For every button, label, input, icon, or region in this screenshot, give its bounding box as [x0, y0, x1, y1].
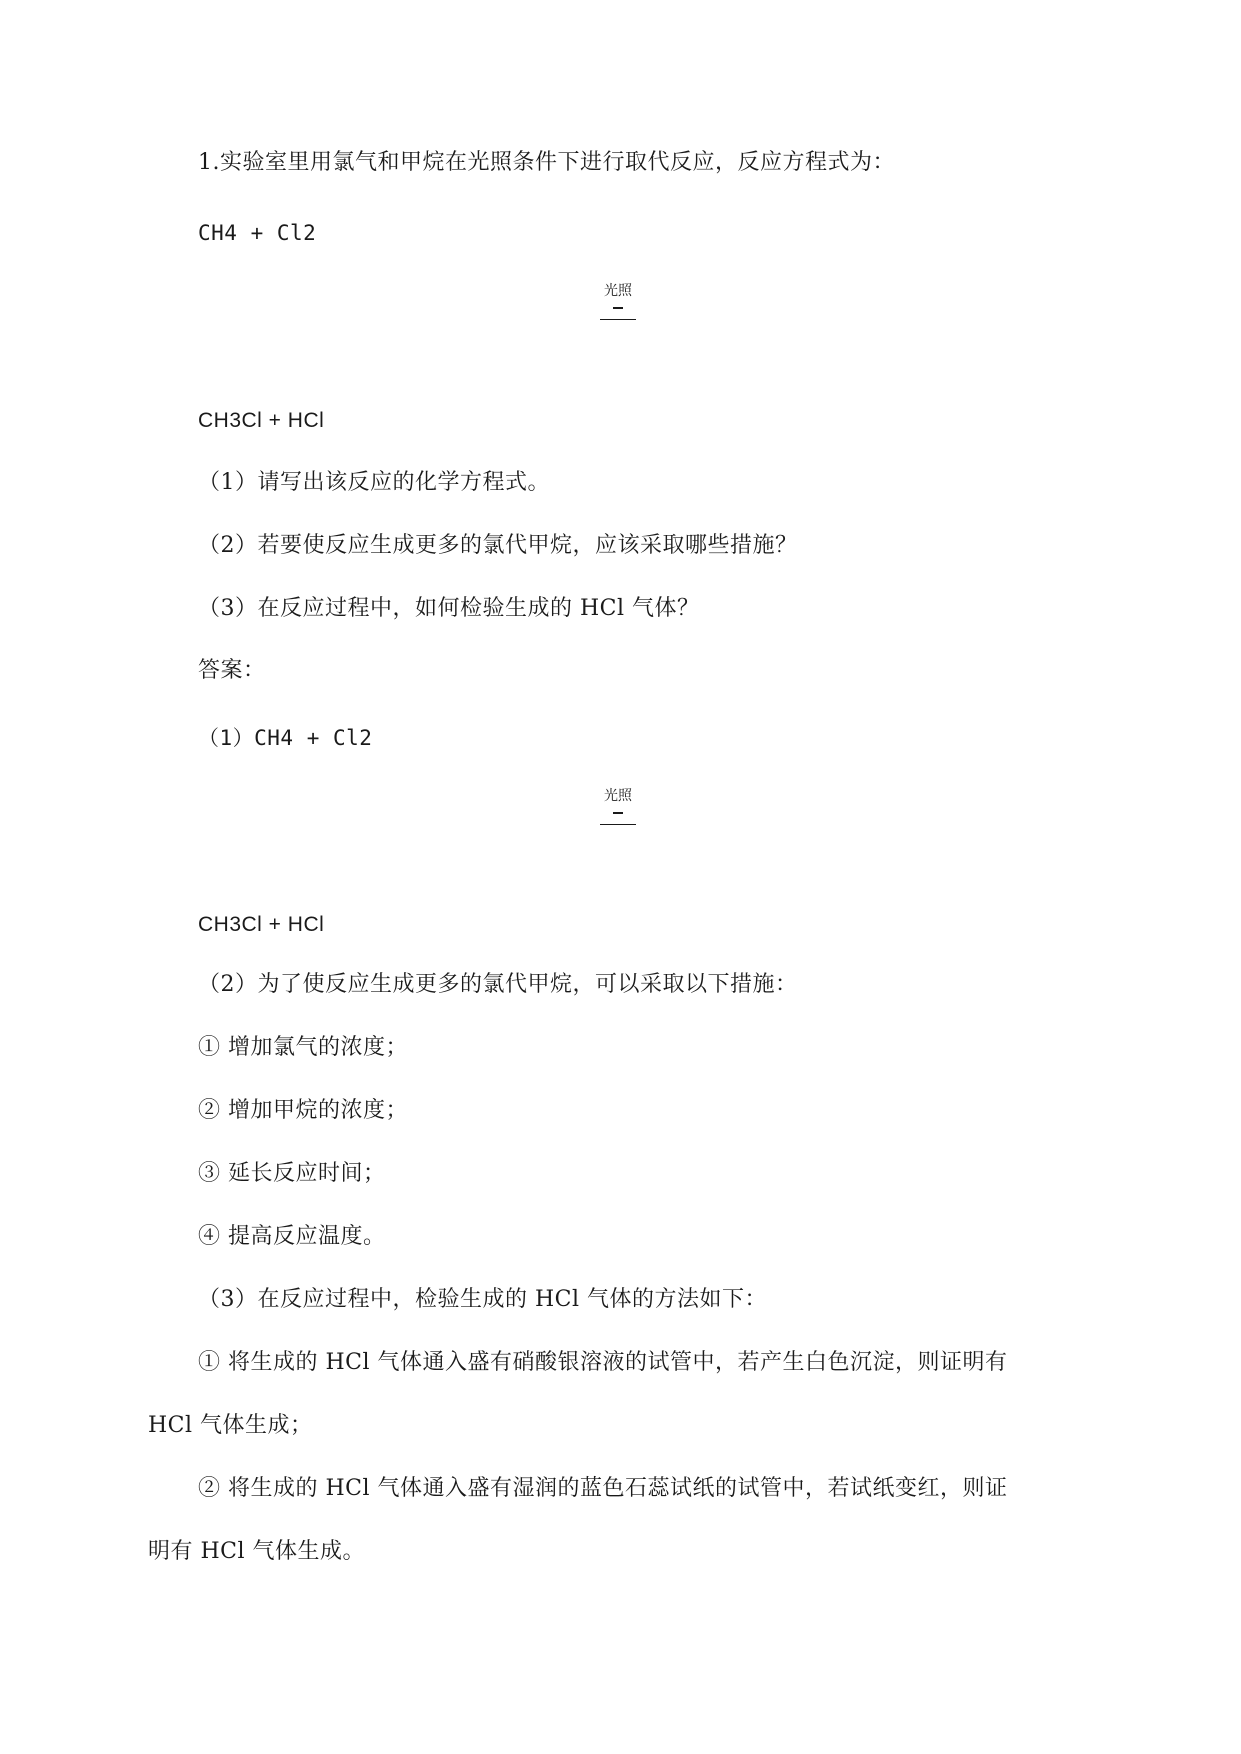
answer-2-intro: （2）为了使反应生成更多的氯代甲烷，可以采取以下措施：: [198, 972, 798, 997]
arrow-dash: [613, 307, 623, 309]
answer-1-equation-right: CH3Cl + HCl: [198, 913, 325, 936]
arrow-rule: [600, 319, 636, 320]
reaction-arrow: [594, 282, 642, 320]
sub-question-1: （1）请写出该反应的化学方程式。: [198, 470, 550, 495]
answer-reaction-condition: 光照: [604, 788, 632, 804]
answer-3-intro: （3）在反应过程中，检验生成的 HCl 气体的方法如下：: [198, 1287, 768, 1312]
question-stem: 1.实验室里用氯气和甲烷在光照条件下进行取代反应，反应方程式为：: [198, 150, 895, 175]
sub-question-2: （2）若要使反应生成更多的氯代甲烷，应该采取哪些措施？: [198, 533, 798, 558]
answer-3-item-2-line-2: 明有 HCl 气体生成。: [148, 1539, 366, 1564]
answer-1-equation-left: （1）CH4 + Cl2: [198, 726, 373, 750]
sub-question-3: （3）在反应过程中，如何检验生成的 HCl 气体？: [198, 596, 700, 621]
answer-arrow-dash: [613, 812, 623, 814]
reaction-condition: 光照: [604, 283, 632, 299]
equation-left: CH4 + Cl2: [198, 221, 317, 245]
answer-2-item-2: ② 增加甲烷的浓度；: [198, 1098, 408, 1123]
answer-2-item-4: ④ 提高反应温度。: [198, 1224, 386, 1249]
answer-2-item-3: ③ 延长反应时间；: [198, 1161, 386, 1186]
answer-reaction-arrow: [594, 787, 642, 825]
answer-2-item-1: ① 增加氯气的浓度；: [198, 1035, 408, 1060]
answer-3-item-1-line-2: HCl 气体生成；: [148, 1413, 313, 1438]
answer-heading: 答案：: [198, 658, 266, 683]
answer-3-item-1-line-1: ① 将生成的 HCl 气体通入盛有硝酸银溶液的试管中，若产生白色沉淀，则证明有: [198, 1350, 1008, 1375]
answer-3-item-2-line-1: ② 将生成的 HCl 气体通入盛有湿润的蓝色石蕊试纸的试管中，若试纸变红，则证: [198, 1476, 1008, 1501]
equation-right: CH3Cl + HCl: [198, 409, 325, 432]
answer-arrow-rule: [600, 824, 636, 825]
